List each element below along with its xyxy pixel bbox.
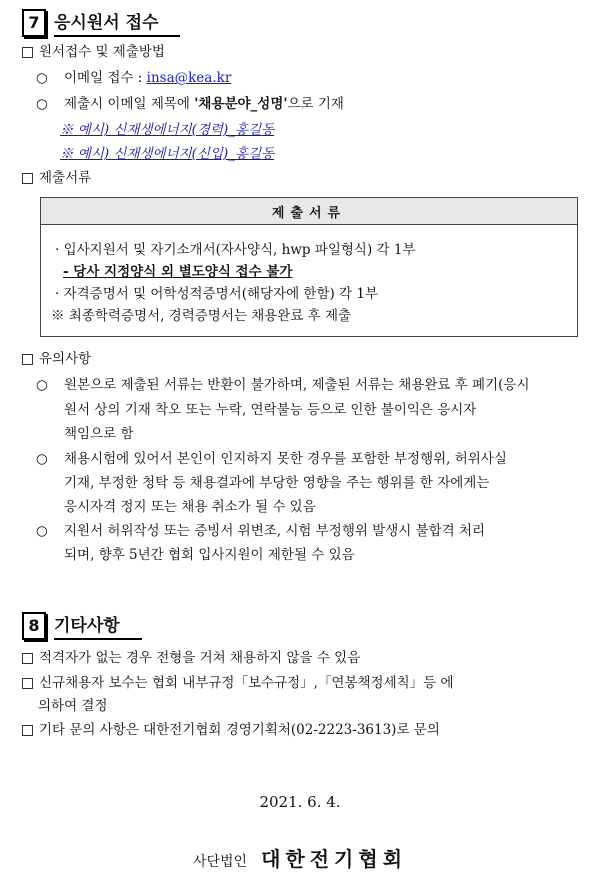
list-item-cont: 책임으로 함 bbox=[64, 426, 134, 442]
org-signature bbox=[0, 843, 600, 872]
table-row: · 입사지원서 및 자기소개서(자사양식, hwp 파일형식) 각 1부 bbox=[55, 242, 416, 258]
square-bullet-icon bbox=[22, 47, 33, 58]
table-row: · 자격증명서 및 어학성적증명서(해당자에 한함) 각 1부 bbox=[55, 286, 379, 302]
org-prefix: 사단법인 bbox=[192, 854, 248, 870]
square-bullet-icon bbox=[22, 678, 33, 689]
list-item: ○ 원본으로 제출된 서류는 반환이 불가하며, 제출된 서류는 채용완료 후 폐기(응시 bbox=[36, 377, 530, 393]
section-number-box: 7 bbox=[22, 9, 46, 37]
list-item: ○ 제출시 이메일 제목에 '채용분야_성명'으로 기재 bbox=[36, 96, 344, 112]
documents-table bbox=[40, 197, 578, 337]
square-bullet-icon bbox=[22, 653, 33, 664]
list-item: 원서접수 및 제출방법 bbox=[22, 46, 165, 60]
square-bullet-icon bbox=[22, 725, 33, 736]
list-item: 유의사항 bbox=[22, 353, 91, 367]
section-number-box: 8 bbox=[22, 612, 46, 640]
table-row: - 당사 지정양식 외 별도양식 접수 불가 bbox=[63, 264, 293, 280]
example-text: ※ 예시) 신재생에너지(경력)_홍길동 bbox=[60, 122, 275, 138]
list-item: 적격자가 없는 경우 전형을 거쳐 채용하지 않을 수 있음 bbox=[22, 652, 360, 666]
square-bullet-icon bbox=[22, 173, 33, 184]
list-item-cont: 기재, 부정한 청탁 등 채용결과에 부당한 영향을 주는 행위를 한 자에게는 bbox=[64, 475, 490, 491]
list-item: ○ 지원서 허위작성 또는 증빙서 위변조, 시험 부정행위 발생시 불합격 처리 bbox=[36, 523, 486, 539]
table-row: ※ 최종학력증명서, 경력증명서는 채용완료 후 제출 bbox=[51, 308, 352, 324]
section-title: 기타사항 bbox=[54, 611, 142, 640]
list-item: 신규채용자 보수는 협회 내부규정「보수규정」,「연봉책정세칙」등 에 bbox=[22, 677, 454, 691]
section-7-header bbox=[22, 8, 180, 37]
list-item-cont: 의하여 결정 bbox=[38, 698, 108, 714]
list-item: 제출서류 bbox=[22, 172, 91, 186]
list-item: 기타 문의 사항은 대한전기협회 경영기획처(02-2223-3613)로 문의 bbox=[22, 724, 440, 738]
table-header: 제출서류 bbox=[41, 198, 577, 225]
square-bullet-icon bbox=[22, 354, 33, 365]
list-item-cont: 원서 상의 기재 착오 또는 누락, 연락불능 등으로 인한 불이익은 응시자 bbox=[64, 402, 477, 418]
section-8-header bbox=[22, 611, 142, 640]
org-name: 대한전기협회 bbox=[261, 847, 408, 871]
list-item-cont: 되며, 향후 5년간 협회 입사지원이 제한될 수 있음 bbox=[64, 547, 355, 563]
list-item: ○ 이메일 접수 : insa@kea.kr bbox=[36, 70, 232, 86]
section-title: 응시원서 접수 bbox=[54, 8, 180, 37]
email-link[interactable]: insa@kea.kr bbox=[146, 70, 232, 86]
list-item-cont: 응시자격 정지 또는 채용 취소가 될 수 있음 bbox=[64, 499, 316, 515]
document-date: 2021. 6. 4. bbox=[259, 793, 341, 811]
list-item: ○ 채용시험에 있어서 본인이 인지하지 못한 경우를 포함한 부정행위, 허위사실 bbox=[36, 451, 507, 467]
example-text: ※ 예시) 신재생에너지(신입)_홍길동 bbox=[60, 146, 275, 162]
